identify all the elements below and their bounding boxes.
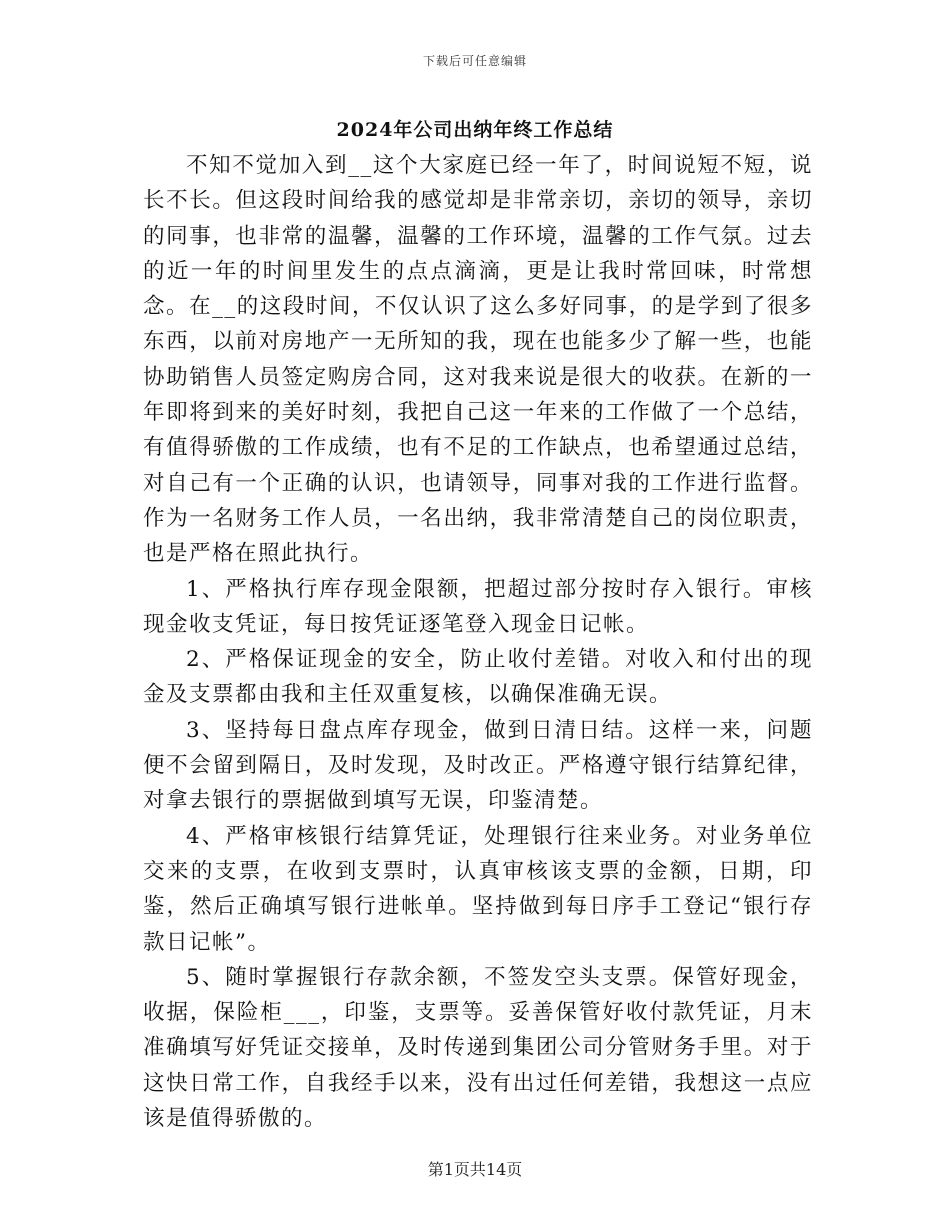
paragraph-item-4: 4、严格审核银行结算凭证，处理银行往来业务。对业务单位交来的支票，在收到支票时，认真审核该支票的金额，日期，印鉴，然后正确填写银行进帐单。坚持做到每日序手工登记“银行存款日记帐”。 — [143, 823, 813, 955]
paragraph-item-5: 5、随时掌握银行存款余额，不签发空头支票。保管好现金，收据，保险柜___，印鉴，支票等。妥善保管好收付款凭证，月末准确填写好凭证交接单，及时传递到集团公司分管财务手里。对于这快日常工作，自我经手以来，没有出过任何差错，我想这一点应该是值得骄傲的。 — [143, 964, 813, 1132]
document-title: 2024年公司出纳年终工作总结 — [336, 119, 614, 141]
document-body — [143, 148, 813, 1136]
paragraph-intro: 不知不觉加入到__这个大家庭已经一年了，时间说短不短，说长不长。但这段时间给我的感觉却是非常亲切，亲切的领导，亲切的同事，也非常的温馨，温馨的工作环境，温馨的工作气氛。过去的近一年的时间里发生的点点滴滴，更是让我时常回味，时常想念。在__的这段时间，不仅认识了这么多好同事，的是学到了很多东西，以前对房地产一无所知的我，现在也能多少了解一些，也能协助销售人员签定购房合同，这对我来说是很大的收获。在新的一年即将到来的美好时刻，我把自己这一年来的工作做了一个总结，有值得骄傲的工作成绩，也有不足的工作缺点，也希望通过总结，对自己有一个正确的认识，也请领导，同事对我的工作进行监督。作为一名财务工作人员，一名出纳，我非常清楚自己的岗位职责，也是严格在照此执行。 — [143, 153, 813, 567]
page-header-note: 下载后可任意编辑 — [422, 54, 527, 68]
paragraph-item-3: 3、坚持每日盘点库存现金，做到日清日结。这样一来，问题便不会留到隔日，及时发现，及时改正。严格遵守银行结算纪律，对拿去银行的票据做到填写无误，印鉴清楚。 — [143, 717, 813, 814]
paragraph-item-2: 2、严格保证现金的安全，防止收付差错。对收入和付出的现金及支票都由我和主任双重复核，以确保准确无误。 — [143, 647, 813, 708]
page-footer-number: 第1页共14页 — [427, 1160, 523, 1179]
paragraph-item-1: 1、严格执行库存现金限额，把超过部分按时存入银行。审核现金收支凭证，每日按凭证逐笔登入现金日记帐。 — [143, 576, 813, 637]
